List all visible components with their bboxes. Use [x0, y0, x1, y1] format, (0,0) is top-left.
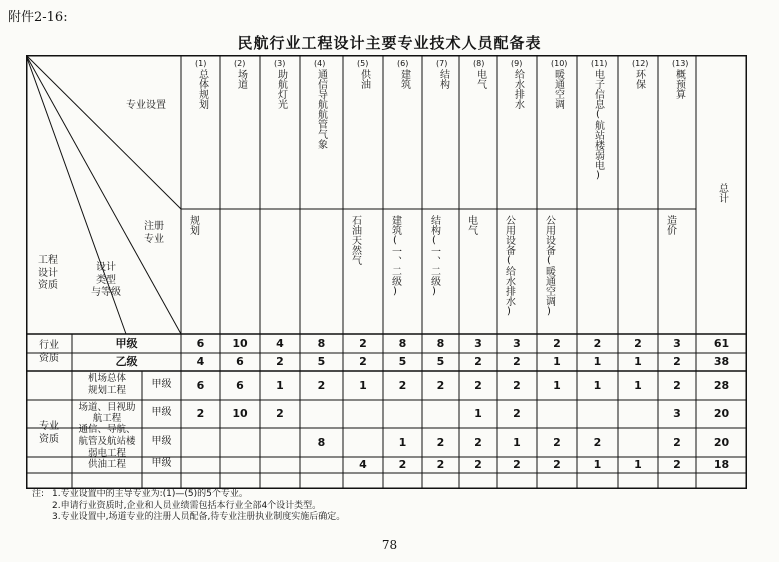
specialty-row-2-cell: 1: [474, 407, 482, 420]
industry-row-1-cell: 8: [317, 336, 326, 350]
industry-row-1-cell: 10: [232, 336, 248, 350]
column-header-8: 电气: [474, 69, 486, 89]
specialty-row-1-cell: 2: [673, 378, 681, 392]
column-index: (9): [511, 59, 523, 68]
page-title: 民航行业工程设计主要专业技术人员配备表: [237, 34, 542, 52]
specialty-grade: 甲级: [151, 435, 172, 447]
industry-row-1-cell: 3: [474, 336, 482, 350]
column-header-total: 总计: [716, 183, 728, 203]
industry-grade: 甲级: [115, 336, 138, 350]
industry-row-1-cell: 6: [196, 336, 205, 350]
column-header-2: 场道: [235, 69, 247, 89]
registered-specialty-10: 公用设备(暖通空调): [543, 215, 555, 317]
column-header-1: 总体规划: [196, 69, 208, 109]
industry-row-1-cell: 3: [513, 336, 521, 350]
column-index: (3): [274, 59, 286, 68]
column-index: (6): [397, 59, 409, 68]
specialty-row-4-cell: 1: [634, 458, 642, 471]
industry-row-2-total: 38: [713, 355, 730, 368]
specialty-row-3-cell: 2: [553, 435, 561, 449]
column-header-3: 助航灯光: [275, 69, 287, 109]
specialty-row-1-cell: 2: [317, 378, 326, 392]
specialty-row-1-cell: 1: [593, 378, 602, 392]
column-header-6: 建筑: [398, 69, 410, 89]
specialty-row-3-cell: 2: [673, 435, 681, 449]
specialty-row-1-cell: 1: [553, 378, 561, 392]
registered-specialty-5: 石油天然气: [349, 215, 361, 265]
column-header-5: 供油: [358, 69, 370, 89]
specialty-row-2-total: 20: [713, 407, 730, 420]
page-number: 78: [381, 538, 398, 552]
industry-row-2-cell: 5: [398, 355, 407, 368]
specialty-row-1-cell: 2: [436, 378, 445, 392]
header-design-type-label: 设计 类型 与等级: [91, 262, 121, 298]
column-header-10: 暖通空调: [552, 69, 564, 109]
industry-grade: 乙级: [115, 355, 138, 368]
column-header-11: 电子信息(航站楼弱电): [592, 69, 604, 181]
specialty-row-3-cell: 2: [593, 435, 602, 449]
specialty-row-3-cell: 1: [398, 435, 407, 449]
specialty-row-3-total: 20: [713, 435, 730, 449]
specialty-row-1-total: 28: [713, 378, 730, 392]
column-index: (10): [551, 59, 568, 68]
specialty-row-2-cell: 2: [276, 407, 284, 420]
specialty-grade: 甲级: [151, 407, 172, 418]
specialty-row-3-cell: 8: [317, 435, 326, 449]
registered-specialty-9: 公用设备(给水排水): [503, 215, 515, 317]
specialty-row-2-cell: 10: [232, 407, 248, 420]
industry-row-1-cell: 3: [673, 336, 681, 350]
specialty-project-name: 供油工程: [87, 458, 126, 470]
industry-row-1-cell: 8: [398, 336, 407, 350]
specialty-row-1-cell: 2: [474, 378, 482, 392]
specialty-row-4-cell: 2: [398, 458, 407, 471]
industry-qualification-label: 行业 资质: [39, 340, 59, 364]
note-1: 注: 1.专业设置中的主导专业为:(1)—(5)的5个专业。: [32, 489, 248, 499]
specialty-row-4-cell: 4: [359, 458, 367, 471]
specialty-grade: 甲级: [151, 458, 172, 469]
industry-row-1-cell: 4: [276, 336, 284, 350]
column-header-12: 环保: [633, 69, 645, 89]
column-header-4: 通信导航航管气象: [315, 69, 327, 149]
specialty-row-1-cell: 1: [359, 378, 367, 392]
column-index: (13): [672, 59, 689, 68]
note-3: 3.专业设置中,场道专业的注册人员配备,待专业注册执业制度实施后确定。: [52, 512, 346, 523]
industry-row-2-cell: 6: [236, 355, 244, 368]
column-index: (11): [591, 59, 608, 68]
industry-row-2-cell: 1: [634, 355, 642, 368]
industry-row-2-cell: 2: [513, 355, 521, 368]
column-index: (12): [632, 59, 649, 68]
column-index: (7): [436, 59, 448, 68]
specialty-row-4-cell: 2: [553, 458, 561, 471]
industry-row-1-cell: 2: [593, 336, 602, 350]
specialty-row-4-total: 18: [713, 458, 730, 471]
industry-row-2-cell: 2: [474, 355, 482, 368]
specialty-row-4-cell: 2: [513, 458, 521, 471]
column-index: (8): [473, 59, 485, 68]
column-index: (5): [357, 59, 369, 68]
specialty-qualification-label: 专业 资质: [39, 421, 59, 445]
specialty-row-1-cell: 2: [513, 378, 521, 392]
industry-row-2-cell: 5: [317, 355, 326, 368]
specialty-row-2-cell: 2: [513, 407, 521, 420]
annex-label: 附件2-16:: [8, 10, 68, 25]
column-header-13: 概预算: [673, 69, 685, 99]
industry-row-1-cell: 2: [553, 336, 561, 350]
column-header-9: 给水排水: [512, 69, 524, 109]
specialty-row-3-cell: 2: [436, 435, 445, 449]
industry-row-2-cell: 5: [436, 355, 445, 368]
header-registered-label: 注册 专业: [144, 221, 164, 245]
industry-row-2-cell: 2: [673, 355, 681, 368]
registered-specialty-6: 建筑(一、二级): [389, 215, 401, 297]
column-index: (2): [234, 59, 246, 68]
registered-specialty-8: 电气: [465, 215, 477, 235]
registered-specialty-7: 结构(一、二级): [428, 215, 440, 297]
specialty-row-1-cell: 6: [196, 378, 205, 392]
specialty-row-1-cell: 2: [398, 378, 407, 392]
specialty-row-3-cell: 1: [513, 435, 521, 449]
specialty-row-2-cell: 3: [673, 407, 681, 420]
registered-specialty-1: 规划: [187, 215, 199, 235]
specialty-row-4-cell: 2: [673, 458, 681, 471]
column-index: (1): [195, 59, 207, 68]
specialty-project-name: 场道、目视助 航工程: [78, 401, 136, 425]
industry-row-1-total: 61: [713, 336, 730, 350]
specialty-row-4-cell: 2: [474, 458, 482, 471]
industry-row-1-cell: 8: [436, 336, 445, 350]
industry-row-2-cell: 1: [553, 355, 561, 368]
column-header-7: 结构: [437, 69, 449, 89]
column-index: (4): [314, 59, 326, 68]
registered-specialty-13: 造价: [664, 215, 676, 235]
specialty-grade: 甲级: [151, 378, 172, 390]
specialty-project-name: 通信、导航、 航管及航站楼 弱电工程: [78, 423, 136, 459]
header-qualification-label: 工程 设计 资质: [38, 255, 58, 291]
staffing-table: [26, 55, 747, 489]
specialty-row-1-cell: 1: [634, 378, 642, 392]
header-major-label: 专业设置: [126, 100, 166, 111]
notes-prefix: 注:: [32, 489, 45, 499]
industry-row-2-cell: 4: [196, 355, 205, 368]
specialty-row-3-cell: 2: [474, 435, 482, 449]
specialty-project-name: 机场总体 规划工程: [87, 373, 126, 396]
specialty-row-4-cell: 2: [436, 458, 445, 471]
specialty-row-1-cell: 6: [236, 378, 244, 392]
specialty-row-1-cell: 1: [276, 378, 284, 392]
note-2: 2.申请行业资质时,企业和人员业绩需包括本行业全部4个设计类型。: [52, 500, 322, 511]
industry-row-1-cell: 2: [634, 336, 642, 350]
notes: [32, 489, 345, 524]
industry-row-1-cell: 2: [359, 336, 367, 350]
industry-row-2-cell: 2: [359, 355, 367, 368]
industry-row-2-cell: 1: [593, 355, 602, 368]
grid-line: [26, 55, 181, 209]
specialty-row-2-cell: 2: [196, 407, 205, 420]
specialty-row-4-cell: 1: [593, 458, 602, 471]
industry-row-2-cell: 2: [276, 355, 284, 368]
